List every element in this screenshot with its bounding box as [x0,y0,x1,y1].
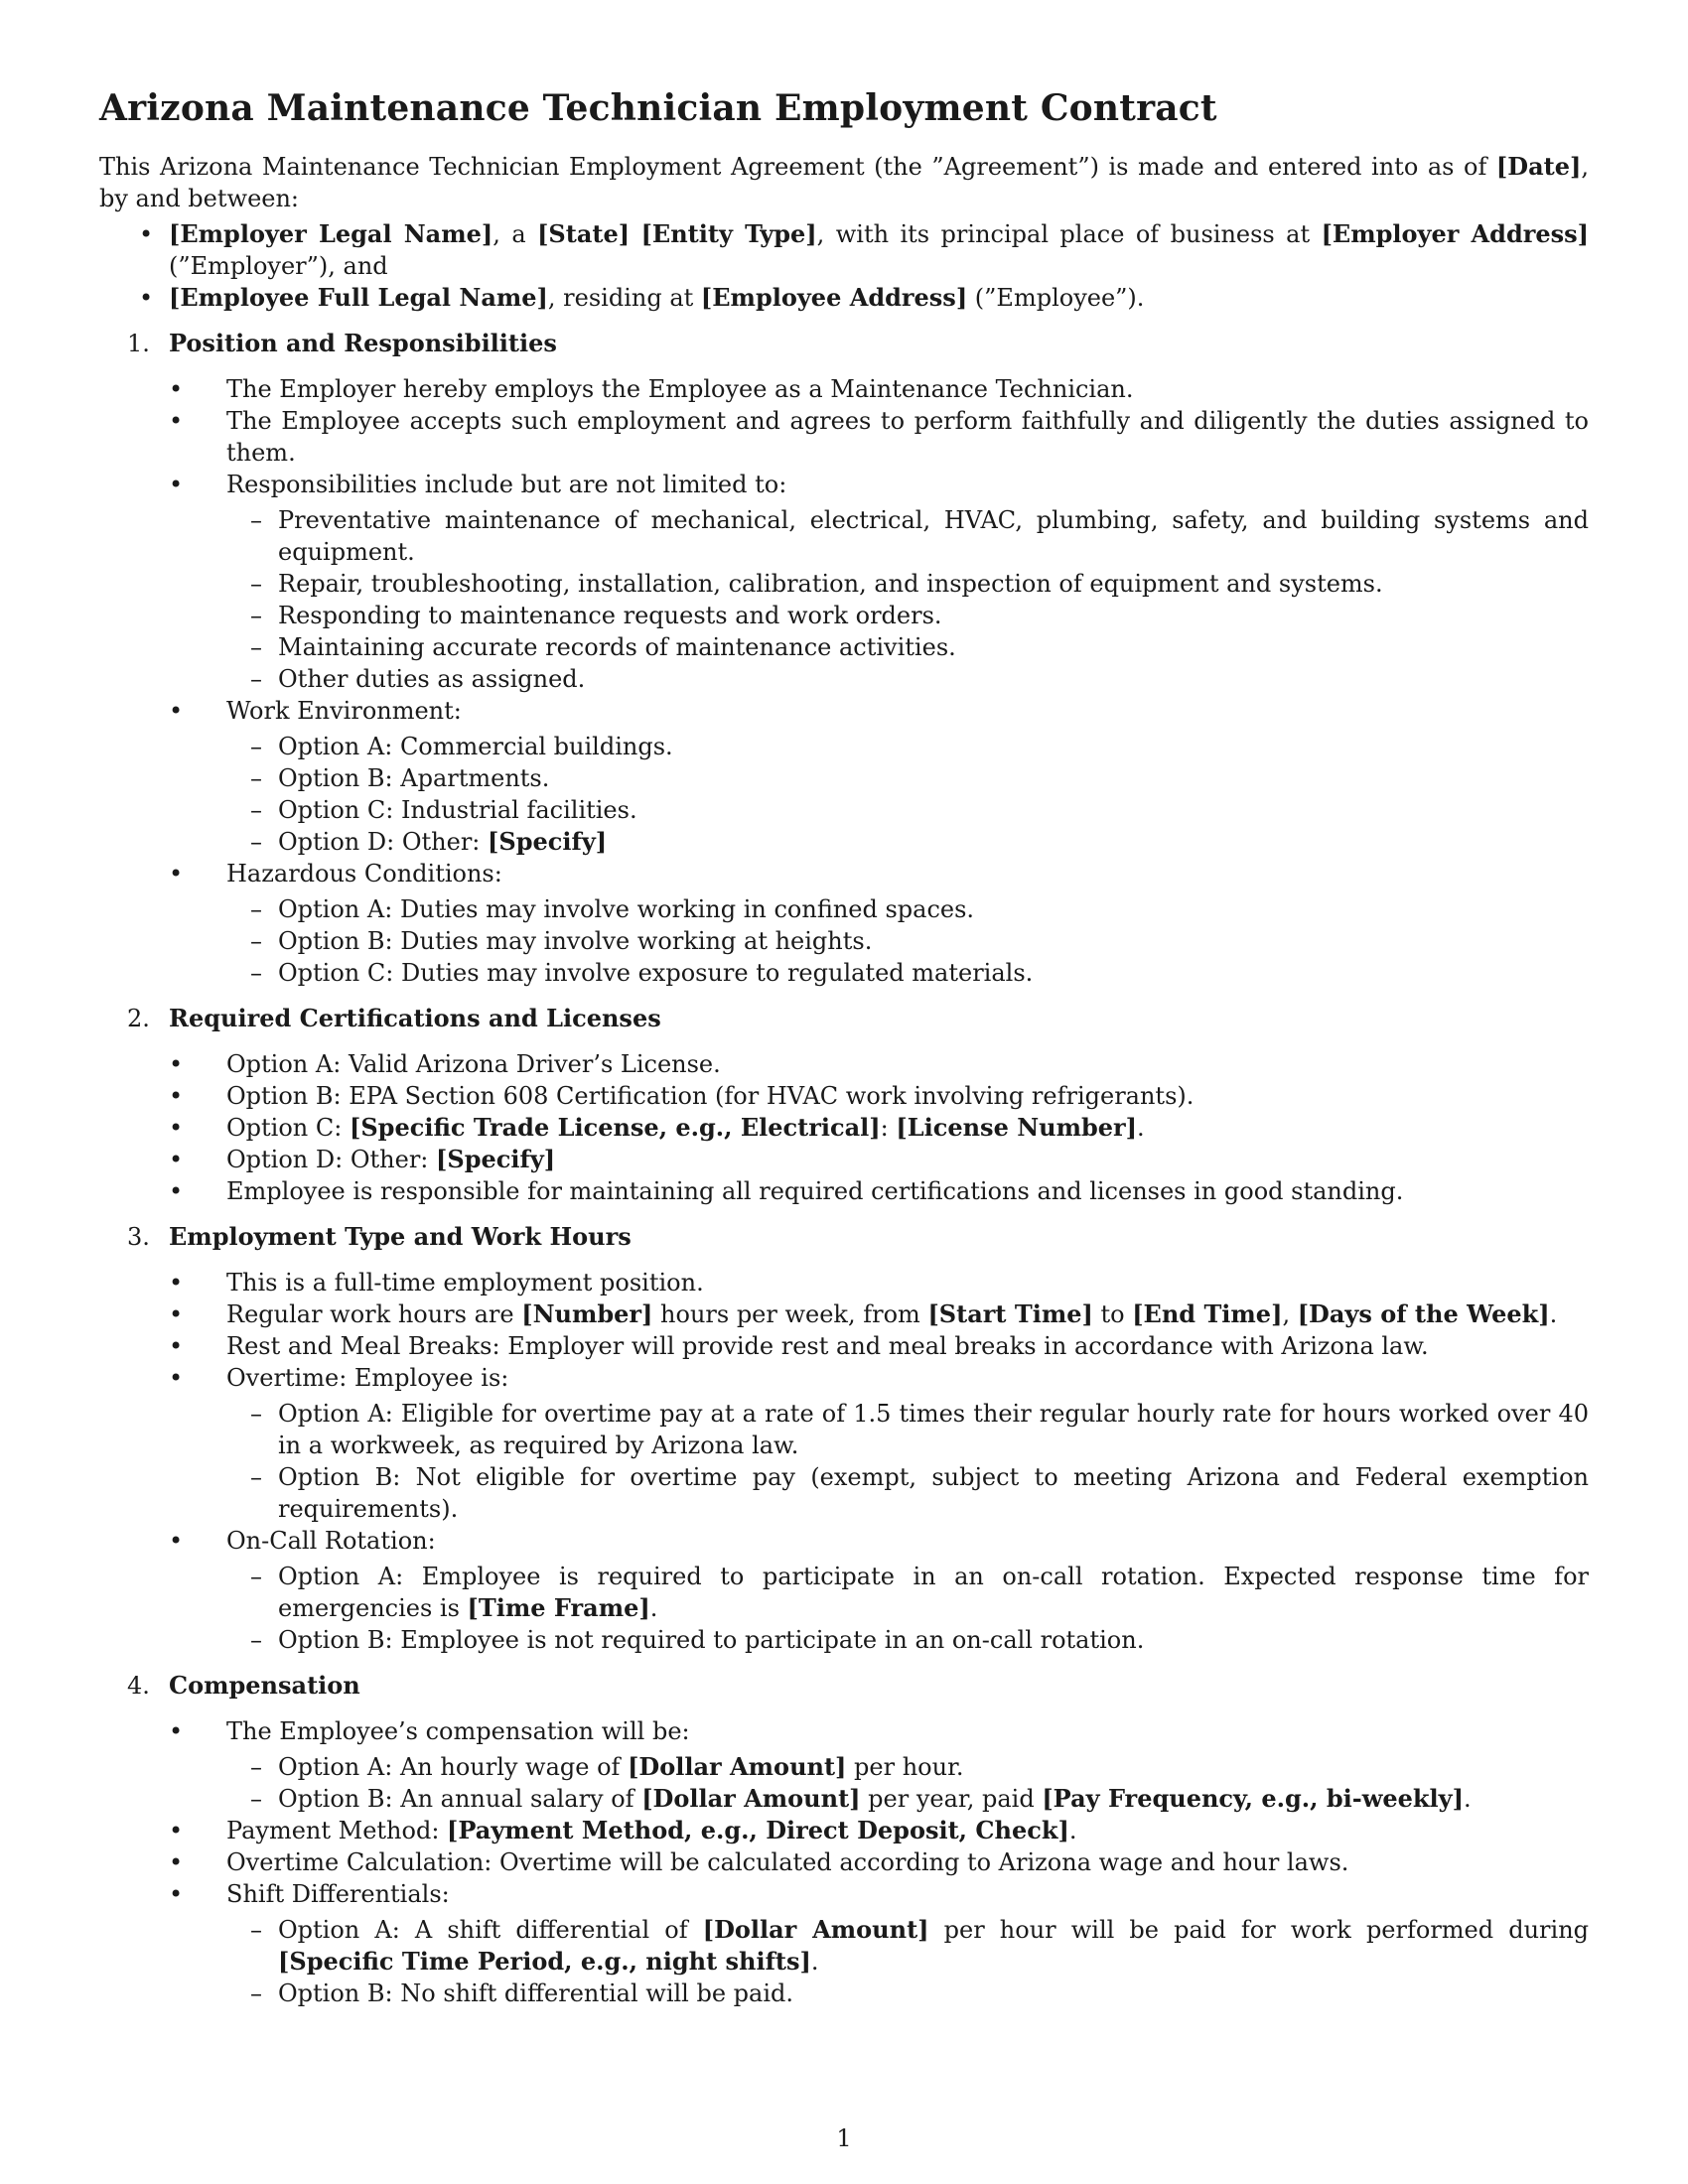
list-item: • [Employer Legal Name], a [State] [Entity Type], with its principal place of business at [Employer Address] (”Employer”), and [99,218,1589,282]
sub-list-item: – Maintaining accurate records of maintenance activities. [226,631,1589,663]
list-item: • The Employee accepts such employment and agrees to perform faithfully and diligently the duties assigned to them. [169,405,1589,469]
sub-list-item: – Repair, troubleshooting, installation, calibration, and inspection of equipment and systems. [226,568,1589,600]
sections-list [99,328,1589,2009]
sub-list-item: – Option A: Employee is required to participate in an on-call rotation. Expected response time for emergencies is [Time Frame]. [226,1561,1589,1624]
sub-list-item: – Option A: Duties may involve working in confined spaces. [226,893,1589,925]
list-item: • Option B: EPA Section 608 Certification (for HVAC work involving refrigerants). [169,1080,1589,1112]
sub-list-item: – Option A: Eligible for overtime pay at a rate of 1.5 times their regular hourly rate for hours worked over 40 in a workweek, as required by Arizona law. [226,1398,1589,1461]
list-item: • Option A: Valid Arizona Driver’s License. [169,1048,1589,1080]
parties-list [99,218,1589,314]
section-number: 3. [127,1223,150,1251]
page-number: 1 [836,2124,852,2152]
list-item: • The Employer hereby employs the Employee as a Maintenance Technician. [169,373,1589,405]
section-compensation [99,1670,1589,2009]
sub-list-item: – Option C: Duties may involve exposure to regulated materials. [226,957,1589,989]
list-item: • Option D: Other: [Specify] [169,1144,1589,1175]
list-item: • Hazardous Conditions: – Option A: Duties may involve working in confined spaces. – Option B: Duties may involve working at heights. – Option C: Duties may involve exposure to regulated materials. [169,858,1589,989]
sub-list-item: – Option B: An annual salary of [Dollar Amount] per year, paid [Pay Frequency, e.g., bi-weekly]. [226,1783,1589,1815]
sub-list-item: – Option B: Apartments. [226,762,1589,794]
sub-list-item: – Option B: Not eligible for overtime pay (exempt, subject to meeting Arizona and Federal exemption requirements). [226,1461,1589,1525]
section-number: 2. [127,1005,150,1032]
date-placeholder: [Date] [1495,152,1582,181]
sub-list-item: – Option A: Commercial buildings. [226,731,1589,762]
document-title: Arizona Maintenance Technician Employment Contract [99,87,1217,129]
list-item: • Responsibilities include but are not limited to: – Preventative maintenance of mechanical, electrical, HVAC, plumbing, safety, and building systems and equipment. – Repair, troubleshooting, installation, calibration, and inspection of equipment and systems. – Responding to maintenance requests and work orders. – Maintaining accurate records of maintenance activities. – Other duties as assigned. [169,469,1589,695]
sub-list-item: – Option B: Employee is not required to participate in an on-call rotation. [226,1624,1589,1656]
section-employment-type-hours [99,1221,1589,1656]
list-item: • Option C: [Specific Trade License, e.g., Electrical]: [License Number]. [169,1112,1589,1144]
list-item: • Payment Method: [Payment Method, e.g., Direct Deposit, Check]. [169,1815,1589,1846]
document-page [99,87,1589,2023]
list-item: • Work Environment: – Option A: Commercial buildings. – Option B: Apartments. – Option C: Industrial facilities. – Option D: Other: [Specify] [169,695,1589,858]
section-title: Compensation [169,1671,360,1700]
section-title: Position and Responsibilities [169,329,557,357]
sub-list-item: – Option B: No shift differential will be paid. [226,1978,1589,2009]
list-item: • Regular work hours are [Number] hours per week, from [Start Time] to [End Time], [Days of the Week]. [169,1298,1589,1330]
section-certifications [99,1003,1589,1207]
sub-list-item: – Option D: Other: [Specify] [226,826,1589,858]
section-title: Required Certifications and Licenses [169,1004,661,1032]
sub-list-item: – Option C: Industrial facilities. [226,794,1589,826]
intro-paragraph: This Arizona Maintenance Technician Employment Agreement (the ”Agreement”) is made and entered into as of [Date], by and between: [99,152,1589,212]
sub-list-item: – Option A: An hourly wage of [Dollar Amount] per hour. [226,1751,1589,1783]
list-item: • The Employee’s compensation will be: – Option A: An hourly wage of [Dollar Amount] per hour. – Option B: An annual salary of [Dollar Amount] per year, paid [Pay Frequency, e.g., bi-weekly]. [169,1715,1589,1815]
list-item: • Employee is responsible for maintaining all required certifications and licenses in good standing. [169,1175,1589,1207]
list-item: • Shift Differentials: – Option A: A shift differential of [Dollar Amount] per hour will be paid for work performed during [Specific Time Period, e.g., night shifts]. – Option B: No shift differential will be paid. [169,1878,1589,2009]
section-number: 4. [127,1672,150,1700]
section-number: 1. [127,330,150,357]
list-item: • This is a full-time employment position. [169,1267,1589,1298]
sub-list-item: – Option B: Duties may involve working at heights. [226,925,1589,957]
list-item: • Overtime Calculation: Overtime will be calculated according to Arizona wage and hour laws. [169,1846,1589,1878]
sub-list-item: – Responding to maintenance requests and work orders. [226,600,1589,631]
list-item: • Overtime: Employee is: – Option A: Eligible for overtime pay at a rate of 1.5 times their regular hourly rate for hours worked over 40 in a workweek, as required by Arizona law. – Option B: Not eligible for overtime pay (exempt, subject to meeting Arizona and Federal exemption requirements). [169,1362,1589,1525]
section-position-responsibilities [99,328,1589,989]
sub-list-item: – Preventative maintenance of mechanical, electrical, HVAC, plumbing, safety, and building systems and equipment. [226,504,1589,568]
sub-list-item: – Other duties as assigned. [226,663,1589,695]
list-item: • On-Call Rotation: – Option A: Employee is required to participate in an on-call rotation. Expected response time for emergencies is [Time Frame]. – Option B: Employee is not required to participate in an on-call rotation. [169,1525,1589,1656]
sub-list-item: – Option A: A shift differential of [Dollar Amount] per hour will be paid for work performed during [Specific Time Period, e.g., night shifts]. [226,1914,1589,1978]
list-item: • [Employee Full Legal Name], residing at [Employee Address] (”Employee”). [99,282,1589,314]
list-item: • Rest and Meal Breaks: Employer will provide rest and meal breaks in accordance with Arizona law. [169,1330,1589,1362]
section-title: Employment Type and Work Hours [169,1222,632,1251]
